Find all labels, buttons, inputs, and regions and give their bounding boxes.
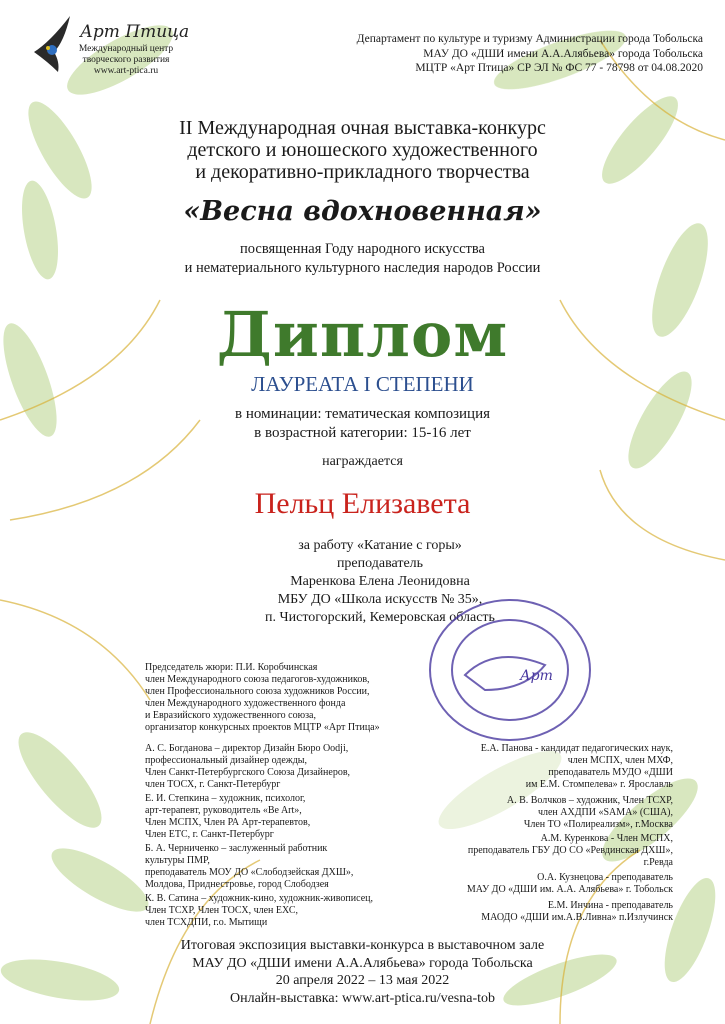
jury-member: О.А. Кузнецова - преподаватель МАУ ДО «ДШИ им. А.А. Алябьева» г. Тобольск [466, 872, 673, 895]
logo-subtitle: Международный центр творческого развития www.art-ptica.ru [78, 44, 174, 76]
dedication: посвященная Году народного искусства и нематериального культурного наследия народов России [184, 241, 541, 276]
exhibition-footer: Итоговая экспозиция выставки-конкурса в выставочном зале МАУ ДО «ДШИ имени А.А.Алябьева» города Тобольска 20 апреля 2022 – 13 мая 2022 Онлайн-выставка: www.art-ptica.ru/vesna-tob [0, 937, 725, 1007]
work-details: за работу «Катание с горы» преподаватель Маренкова Елена Леонидовна МБУ ДО «Школа искусств № 35», п. Чистогорский, Кемеровская область [265, 538, 495, 625]
bird-icon [30, 12, 78, 74]
diploma-heading: Диплом [216, 298, 509, 371]
contest-title: II Международная очная выставка-конкурс детского и юношеского художественного и декоративно-прикладного творчества [179, 117, 546, 183]
nomination: в номинации: тематическая композиция в возрастной категории: 15-16 лет [235, 406, 490, 441]
jury-member: А. В. Волчков – художник, Член ТСХР, член АХДПИ «SAMA» (США), Член ТО «Полиреализм», г.Москва [506, 795, 673, 830]
svg-text:Арт: Арт [520, 668, 553, 684]
jury-member: А. С. Богданова – директор Дизайн Бюро Oodji, профессиональный дизайнер одежды, Член Санкт-Петербургского Союза Дизайнеров, член ТОСХ, г. Санкт-Петербург [145, 743, 351, 790]
stamp [425, 595, 595, 745]
jury-chair: Председатель жюри: П.И. Коробчинская член Международного союза педагогов-художников, член Профессионального союза художников России, член Международного художественного фонда и Евразийского художественного союза, организатор конкурсных проектов МЦТР «Арт Птица» [145, 662, 380, 733]
contest-name: «Весна вдохновенная» [183, 196, 542, 227]
jury-member: Е.М. Инчина - преподаватель МАОДО «ДШИ им.А.В.Ливна» п.Излучинск [481, 900, 673, 923]
degree: ЛАУРЕАТА I СТЕПЕНИ [251, 372, 474, 396]
jury-member: К. В. Сатина – художник-кино, художник-живописец, Член ТСХР, Член ТОСХ, член ЕХС, член ТСХДПИ, г.о. Мытищи [145, 893, 373, 928]
jury-member: Б. А. Черниченко – заслуженный работник культуры ПМР, преподаватель МОУ ДО «Слободзейская ДХШ», Молдова, Приднестровье, город Слободзея [145, 843, 354, 890]
jury-member: Е.А. Панова - кандидат педагогических наук, член МСПХ, член МХФ, преподаватель МУДО «ДШИ им Е.М. Стомпелева» г. Ярославль [480, 743, 673, 790]
jury-member: Е. И. Степкина – художник, психолог, арт-терапевт, руководитель «Be Art», Член МСПХ, Член РА Арт-терапевтов, Член ЕТС, г. Санкт-Петербург [145, 793, 311, 840]
art-ptica-logo [30, 12, 190, 82]
awarded-label: награждается [322, 454, 403, 469]
logo-title: Арт Птица [80, 22, 190, 42]
jury-member: А.М. Куренкова - Член МСПХ, преподаватель ГБУ ДО СО «Ревдинская ДХШ», г.Ревда [467, 833, 673, 868]
recipient-name: Пельц Елизавета [254, 487, 471, 520]
organizer-header: Департамент по культуре и туризму Администрации города Тобольска МАУ ДО «ДШИ имени А.А.Алябьева» города Тобольска МЦТР «Арт Птица» СР ЭЛ № ФС 77 - 78798 от 04.08.2020 [356, 33, 703, 74]
online-exhibition-link[interactable]: Онлайн-выставка: www.art-ptica.ru/vesna-tob [229, 990, 496, 1006]
